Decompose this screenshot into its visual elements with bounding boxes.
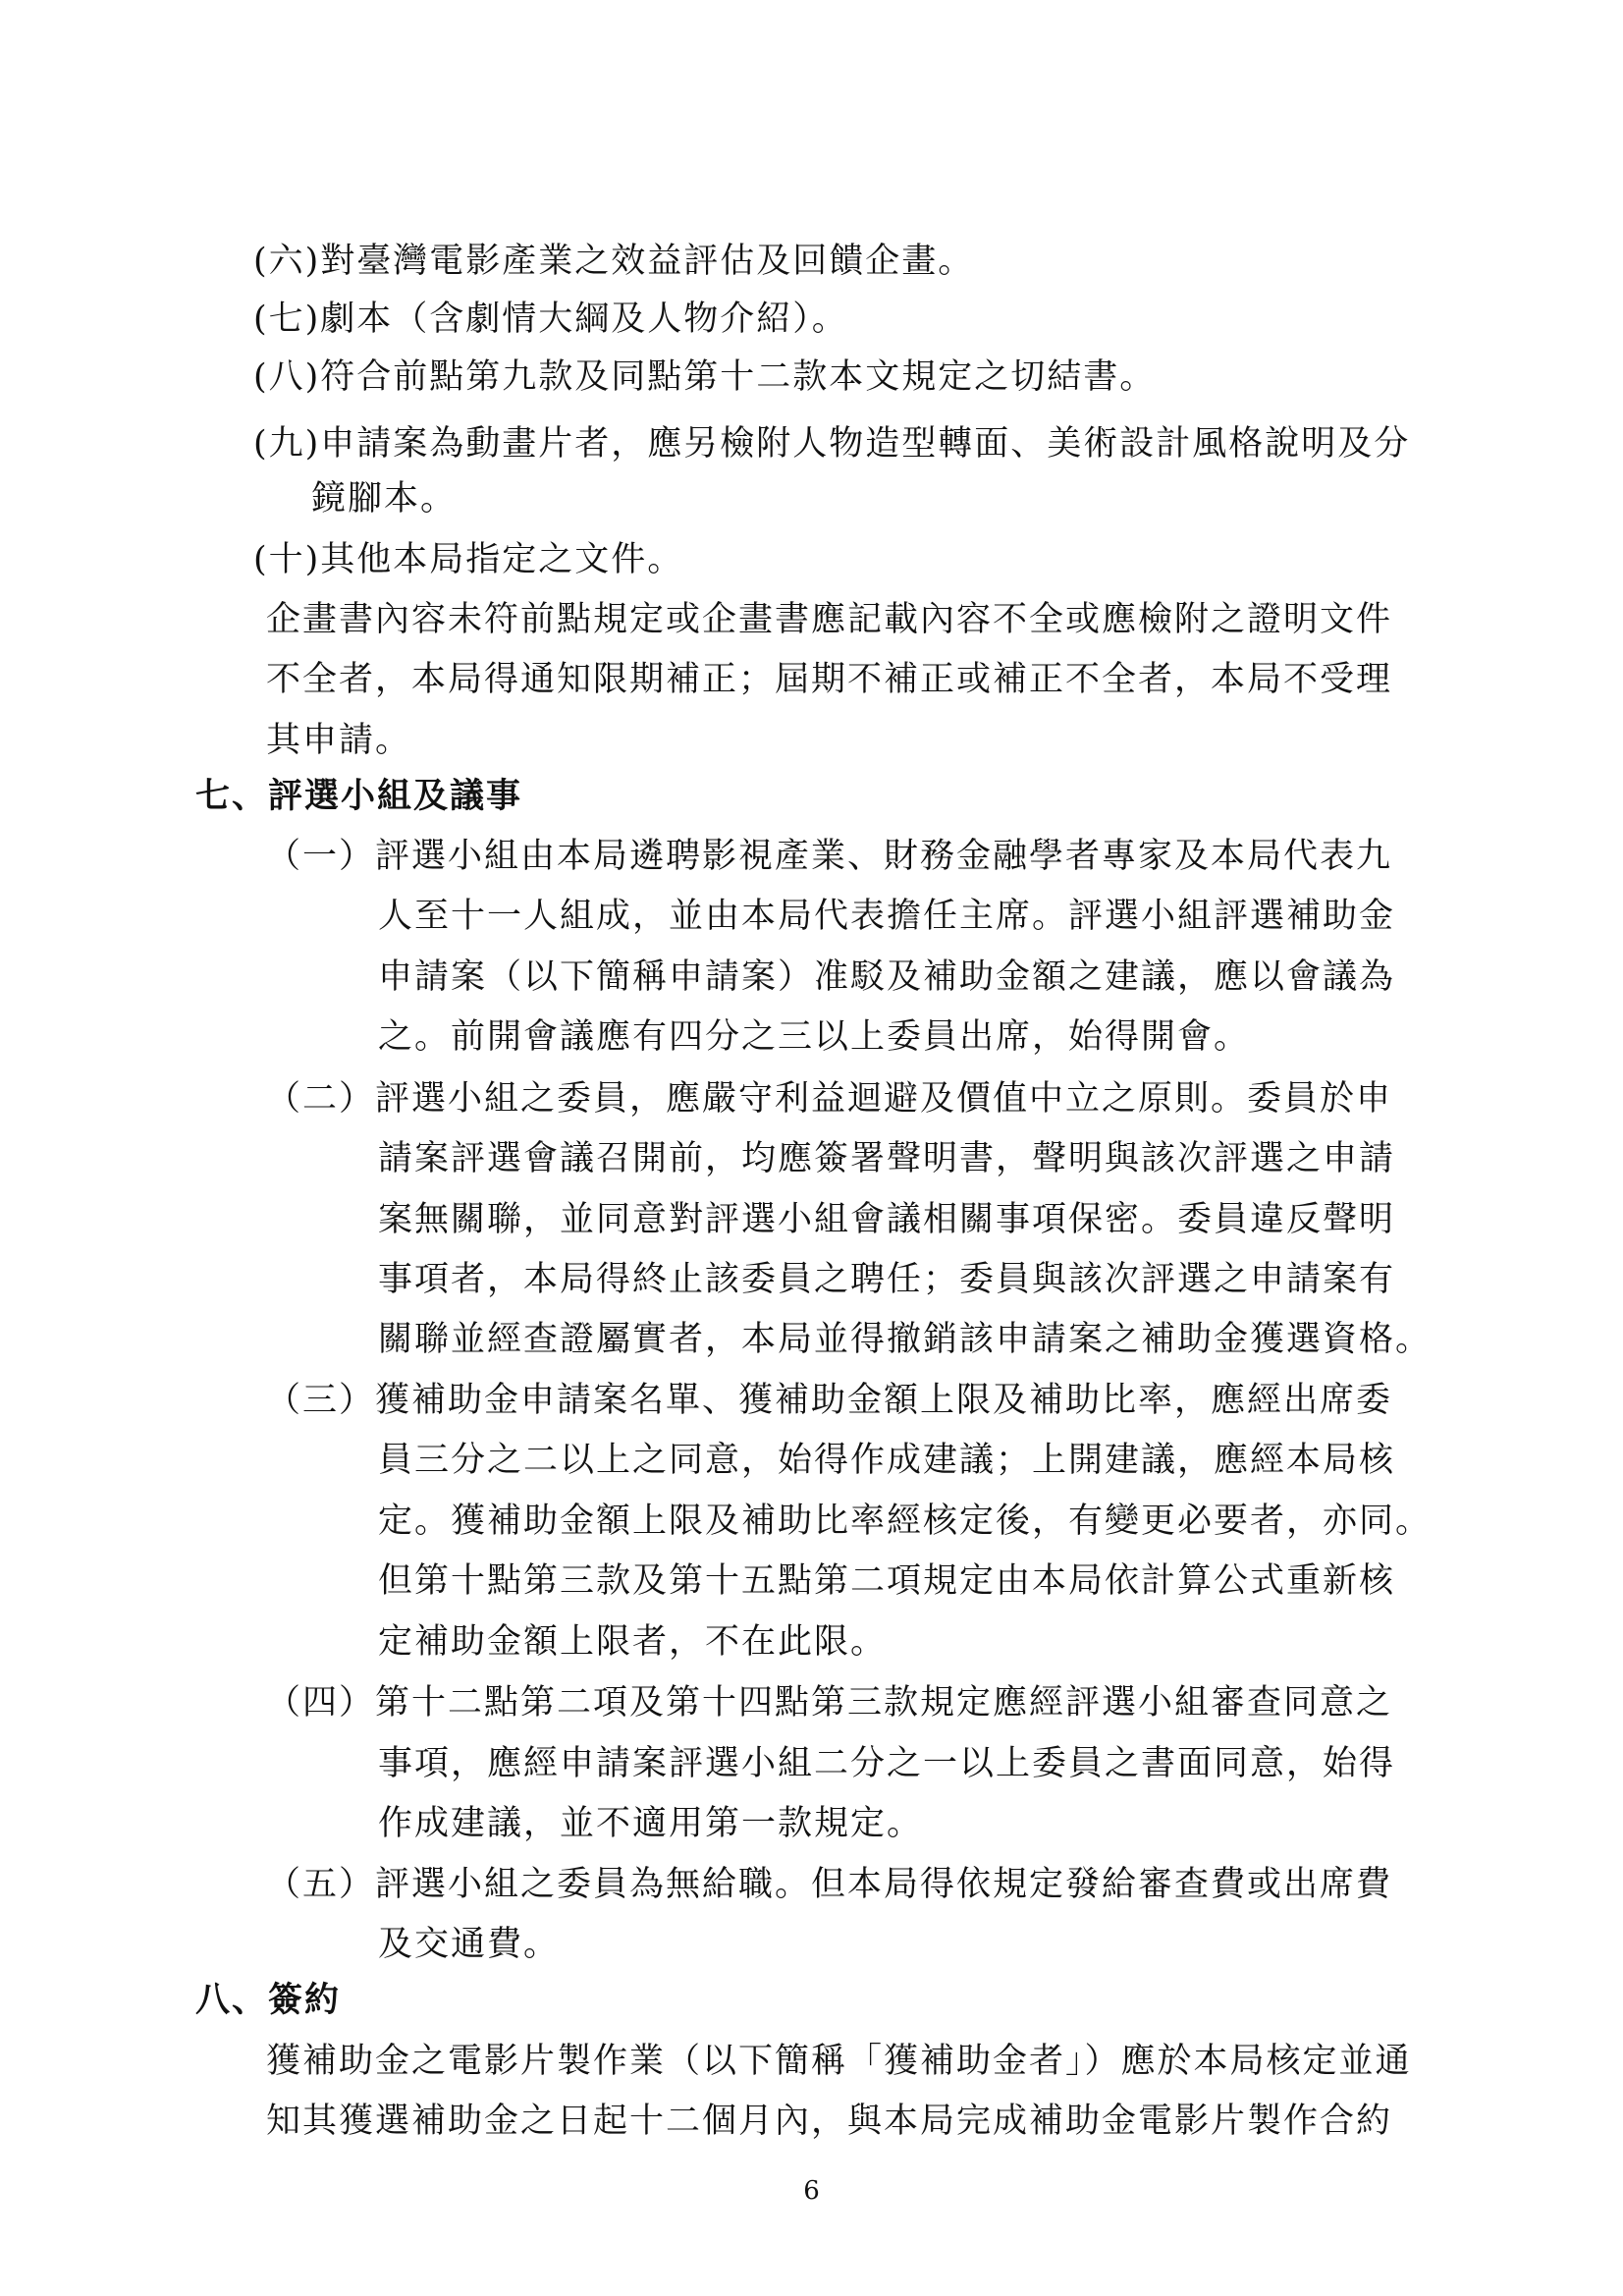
paragraph-line: 企畫書內容未符前點規定或企畫書應記載內容不全或應檢附之證明文件 (266, 600, 1393, 639)
clause-3-line: 員三分之二以上之同意，始得作成建議；上開建議，應經本局核 (378, 1441, 1396, 1480)
clause-5-line: （五）評選小組之委員為無給職。但本局得依規定發給審查費或出席費 (266, 1865, 1393, 1904)
clause-1-line: 申請案（以下簡稱申請案）准駁及補助金額之建議，應以會議為 (378, 957, 1396, 997)
clause-4-line: （四）第十二點第二項及第十四點第三款規定應經評選小組審查同意之 (266, 1683, 1393, 1722)
clause-3-line: （三）獲補助金申請案名單、獲補助金額上限及補助比率，應經出席委 (266, 1381, 1393, 1420)
paragraph-line: 不全者，本局得通知限期補正；屆期不補正或補正不全者，本局不受理 (266, 660, 1393, 699)
clause-1-line: 人至十一人組成，並由本局代表擔任主席。評選小組評選補助金 (378, 897, 1396, 936)
item-6-line: (六)對臺灣電影產業之效益評估及回饋企畫。 (253, 242, 975, 281)
paragraph-line: 知其獲選補助金之日起十二個月內，與本局完成補助金電影片製作合約 (266, 2102, 1393, 2141)
item-8-line: (八)符合前點第九款及同點第十二款本文規定之切結書。 (253, 357, 1157, 397)
page-number: 6 (803, 2176, 820, 2206)
section-heading-7: 七、評選小組及議事 (195, 777, 523, 816)
item-10-line: (十)其他本局指定之文件。 (253, 540, 684, 579)
paragraph-line: 獲補助金之電影片製作業（以下簡稱「獲補助金者」）應於本局核定並通 (266, 2042, 1412, 2081)
clause-1-line: （一）評選小組由本局遴聘影視產業、財務金融學者專家及本局代表九 (266, 837, 1393, 876)
item-7-line: (七)劇本（含劇情大綱及人物介紹）。 (253, 300, 848, 339)
clause-4-line: 作成建議，並不適用第一款規定。 (378, 1804, 924, 1843)
clause-1-line: 之。前開會議應有四分之三以上委員出席，始得開會。 (378, 1017, 1251, 1057)
item-9-line-1: (九)申請案為動畫片者，應另檢附人物造型轉面、美術設計風格說明及分 (253, 424, 1411, 464)
clause-5-line: 及交通費。 (378, 1925, 561, 1964)
item-9-line-2: 鏡腳本。 (311, 479, 458, 519)
paragraph-line: 其申請。 (266, 721, 412, 760)
clause-2-line: （二）評選小組之委員，應嚴守利益迴避及價值中立之原則。委員於申 (266, 1079, 1393, 1119)
clause-3-line: 定。獲補助金額上限及補助比率經核定後，有變更必要者，亦同。 (378, 1502, 1433, 1541)
clause-4-line: 事項，應經申請案評選小組二分之一以上委員之書面同意，始得 (378, 1744, 1396, 1783)
clause-2-line: 案無關聯，並同意對評選小組會議相關事項保密。委員違反聲明 (378, 1200, 1396, 1239)
section-heading-8: 八、簽約 (195, 1981, 342, 2020)
clause-2-line: 請案評選會議召開前，均應簽署聲明書，聲明與該次評選之申請 (378, 1139, 1396, 1178)
clause-2-line: 事項者，本局得終止該委員之聘任；委員與該次評選之申請案有 (378, 1260, 1396, 1299)
clause-3-line: 但第十點第三款及第十五點第二項規定由本局依計算公式重新核 (378, 1561, 1396, 1601)
clause-2-line: 關聯並經查證屬實者，本局並得撤銷該申請案之補助金獲選資格。 (378, 1320, 1433, 1359)
clause-3-line: 定補助金額上限者，不在此限。 (378, 1622, 888, 1662)
